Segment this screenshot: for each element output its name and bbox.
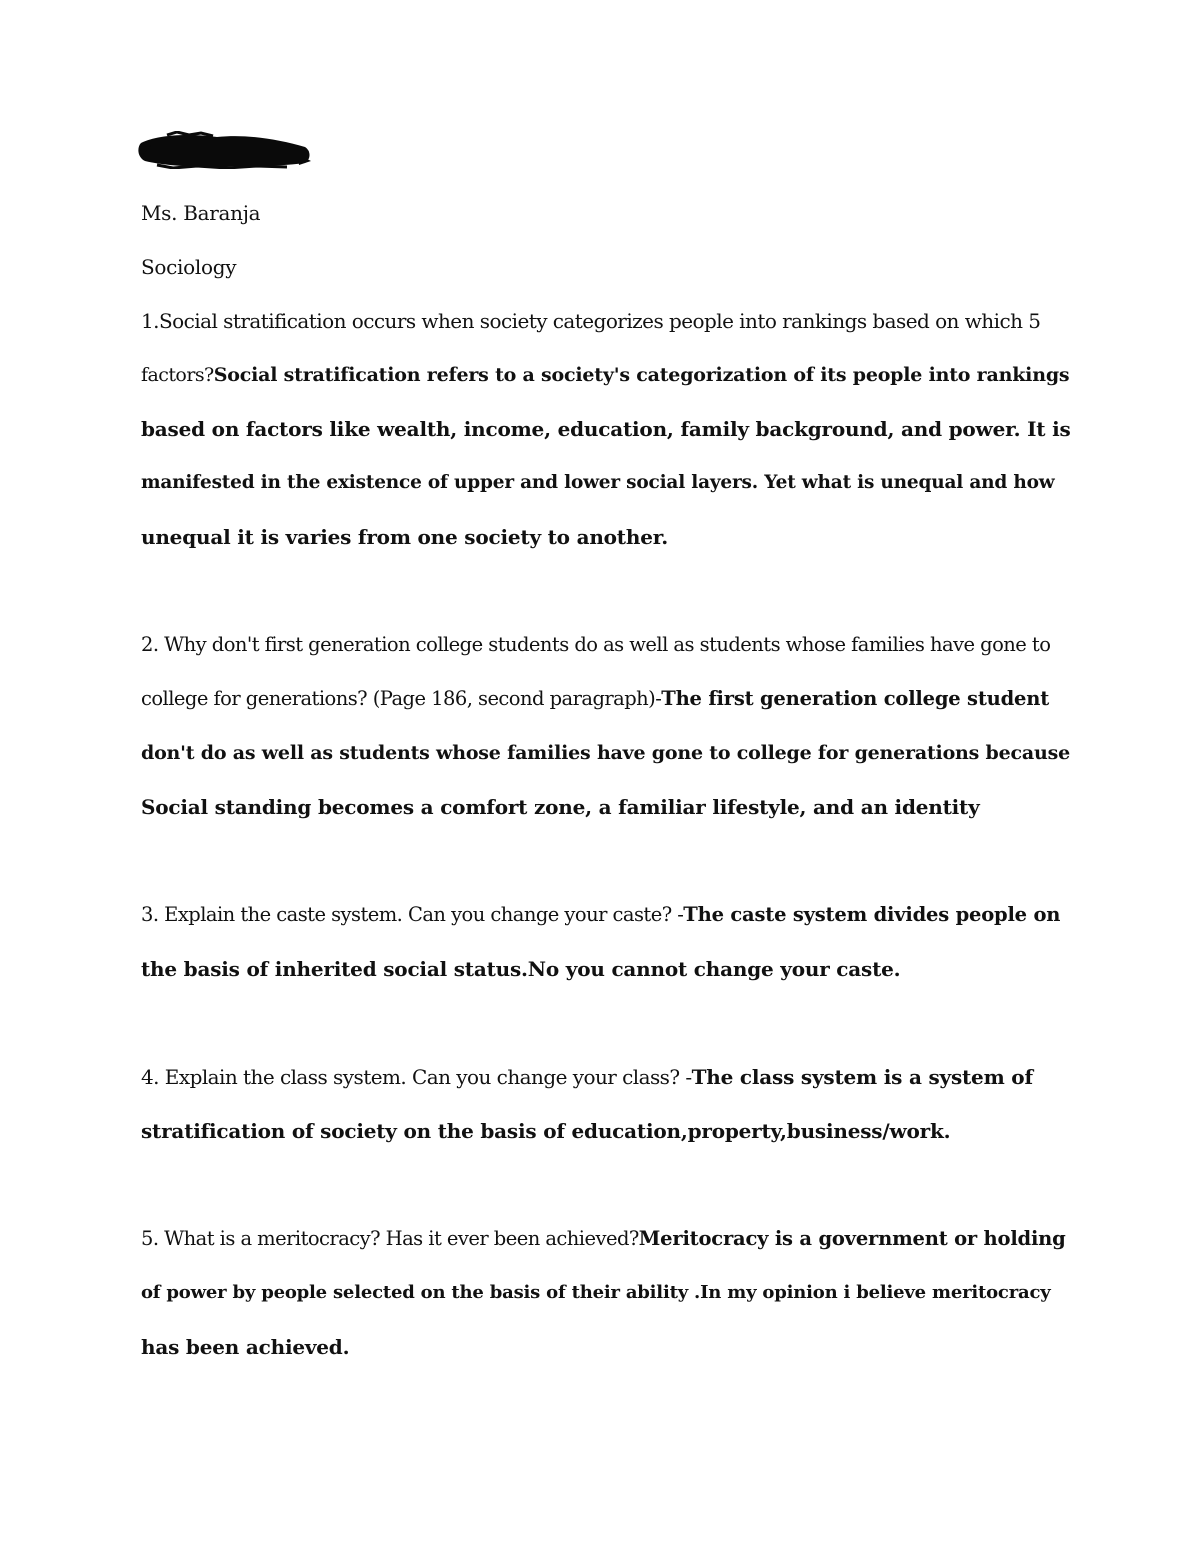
text-line [141,1266,1071,1320]
text-line [141,348,1071,402]
answer-text: Meritocracy is a government or holding [638,1227,1066,1250]
text-line [141,888,1071,942]
question-block-4 [141,1050,1071,1158]
answer-text: the basis of inherited social status.No you cannot change your caste. [141,957,901,981]
text-line [141,618,1071,672]
question-block-1 [141,294,1071,564]
answer-text: Social stratification refers to a society's categorization of its people into rankings [213,364,1070,386]
answer-text: stratification of society on the basis of education,property,business/work. [141,1119,951,1143]
text-line [141,672,1071,726]
question-text: 3. Explain the caste system. Can you change your caste? - [141,903,684,926]
text-line [141,456,1071,510]
blank-line [141,564,1071,618]
answer-text: The caste system divides people on [683,903,1061,926]
text-line [141,1104,1071,1158]
redacted-name-mark [137,131,313,169]
answer-text: The class system is a system of [691,1065,1033,1089]
subject-name: Sociology [141,255,237,279]
blank-line [141,1158,1071,1212]
text-line [141,510,1071,564]
answer-text: based on factors like wealth, income, education, family background, and power. It is [141,417,1071,441]
question-text: factors? [141,364,214,386]
answer-text: has been achieved. [141,1335,350,1359]
answer-text: manifested in the existence of upper and lower social layers. Yet what is unequal and how [141,472,1055,493]
teacher-name: Ms. Baranja [141,201,261,225]
text-line [141,294,1071,348]
question-text: 2. Why don't first generation college students do as well as students whose families have gone to [141,633,1051,656]
question-block-5 [141,1212,1071,1374]
text-line [141,780,1071,834]
text-line [141,1320,1071,1374]
question-text: college for generations? (Page 186, second paragraph)- [141,687,662,710]
question-text: 1.Social stratification occurs when society categorizes people into rankings based on which 5 [141,309,1041,333]
answer-text: Social standing becomes a comfort zone, a familiar lifestyle, and an identity [141,795,980,819]
text-line [141,1212,1071,1266]
question-block-2 [141,618,1071,834]
blank-line [141,834,1071,888]
answer-text: of power by people selected on the basis of their ability .In my opinion i believe meritocracy [141,1282,1051,1303]
text-line [141,402,1071,456]
question-text: 4. Explain the class system. Can you change your class? - [141,1065,692,1089]
answer-text: The first generation college student [661,687,1050,710]
text-line [141,1050,1071,1104]
answer-text: unequal it is varies from one society to another. [141,525,668,549]
document-body [141,186,1071,1374]
answer-text: don't do as well as students whose families have gone to college for generations because [141,742,1071,764]
question-text: 5. What is a meritocracy? Has it ever been achieved? [141,1227,639,1250]
text-line [141,726,1071,780]
text-line [141,942,1071,996]
blank-line [141,996,1071,1050]
question-block-3 [141,888,1071,996]
